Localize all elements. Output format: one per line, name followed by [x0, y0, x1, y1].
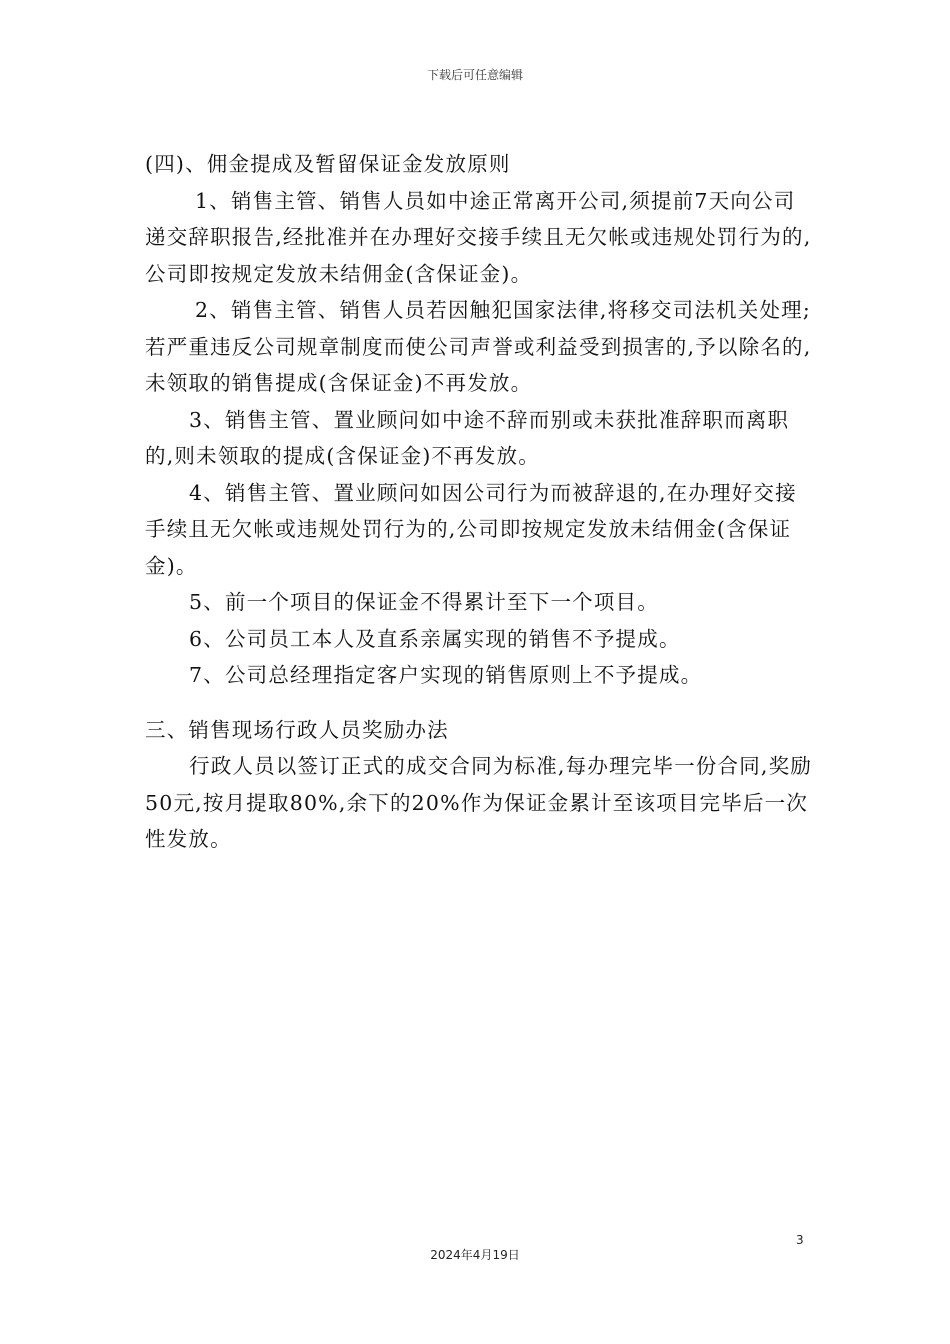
- section-three-body: 行政人员以签订正式的成交合同为标准,每办理完毕一份合同,奖励50元,按月提取80%,余下的20%作为保证金累计至该项目完毕后一次性发放。: [145, 754, 813, 851]
- section-four-item-7: 7、公司总经理指定客户实现的销售原则上不予提成。: [189, 663, 703, 687]
- section-four-item-5: 5、前一个项目的保证金不得累计至下一个项目。: [189, 590, 659, 614]
- document-body: [145, 146, 815, 858]
- section-four-item-2: 2、销售主管、销售人员若因触犯国家法律,将移交司法机关处理;若严重违反公司规章制度而使公司声誉或利益受到损害的,予以除名的,未领取的销售提成(含保证金)不再发放。: [145, 298, 812, 395]
- footer-date: 2024年4月19日: [430, 1248, 520, 1262]
- section-four-item-1: 1、销售主管、销售人员如中途正常离开公司,须提前7天向公司递交辞职报告,经批准并在办理好交接手续且无欠帐或违规处罚行为的,公司即按规定发放未结佣金(含保证金)。: [145, 188, 812, 286]
- page-header: 下载后可任意编辑: [426, 68, 523, 82]
- section-four-item-6: 6、公司员工本人及直系亲属实现的销售不予提成。: [189, 626, 681, 651]
- section-four-heading: (四)、佣金提成及暂留保证金发放原则: [145, 152, 511, 176]
- section-three-heading: 三、销售现场行政人员奖励办法: [145, 717, 449, 742]
- section-four-item-3: 3、销售主管、置业顾问如中途不辞而别或未获批准辞职而离职的,则未领取的提成(含保证金)不再发放。: [145, 407, 790, 468]
- page-number: 3: [796, 1233, 804, 1247]
- section-four-item-4: 4、销售主管、置业顾问如因公司行为而被辞退的,在办理好交接手续且无欠帐或违规处罚行为的,公司即按规定发放未结佣金(含保证金)。: [145, 480, 797, 578]
